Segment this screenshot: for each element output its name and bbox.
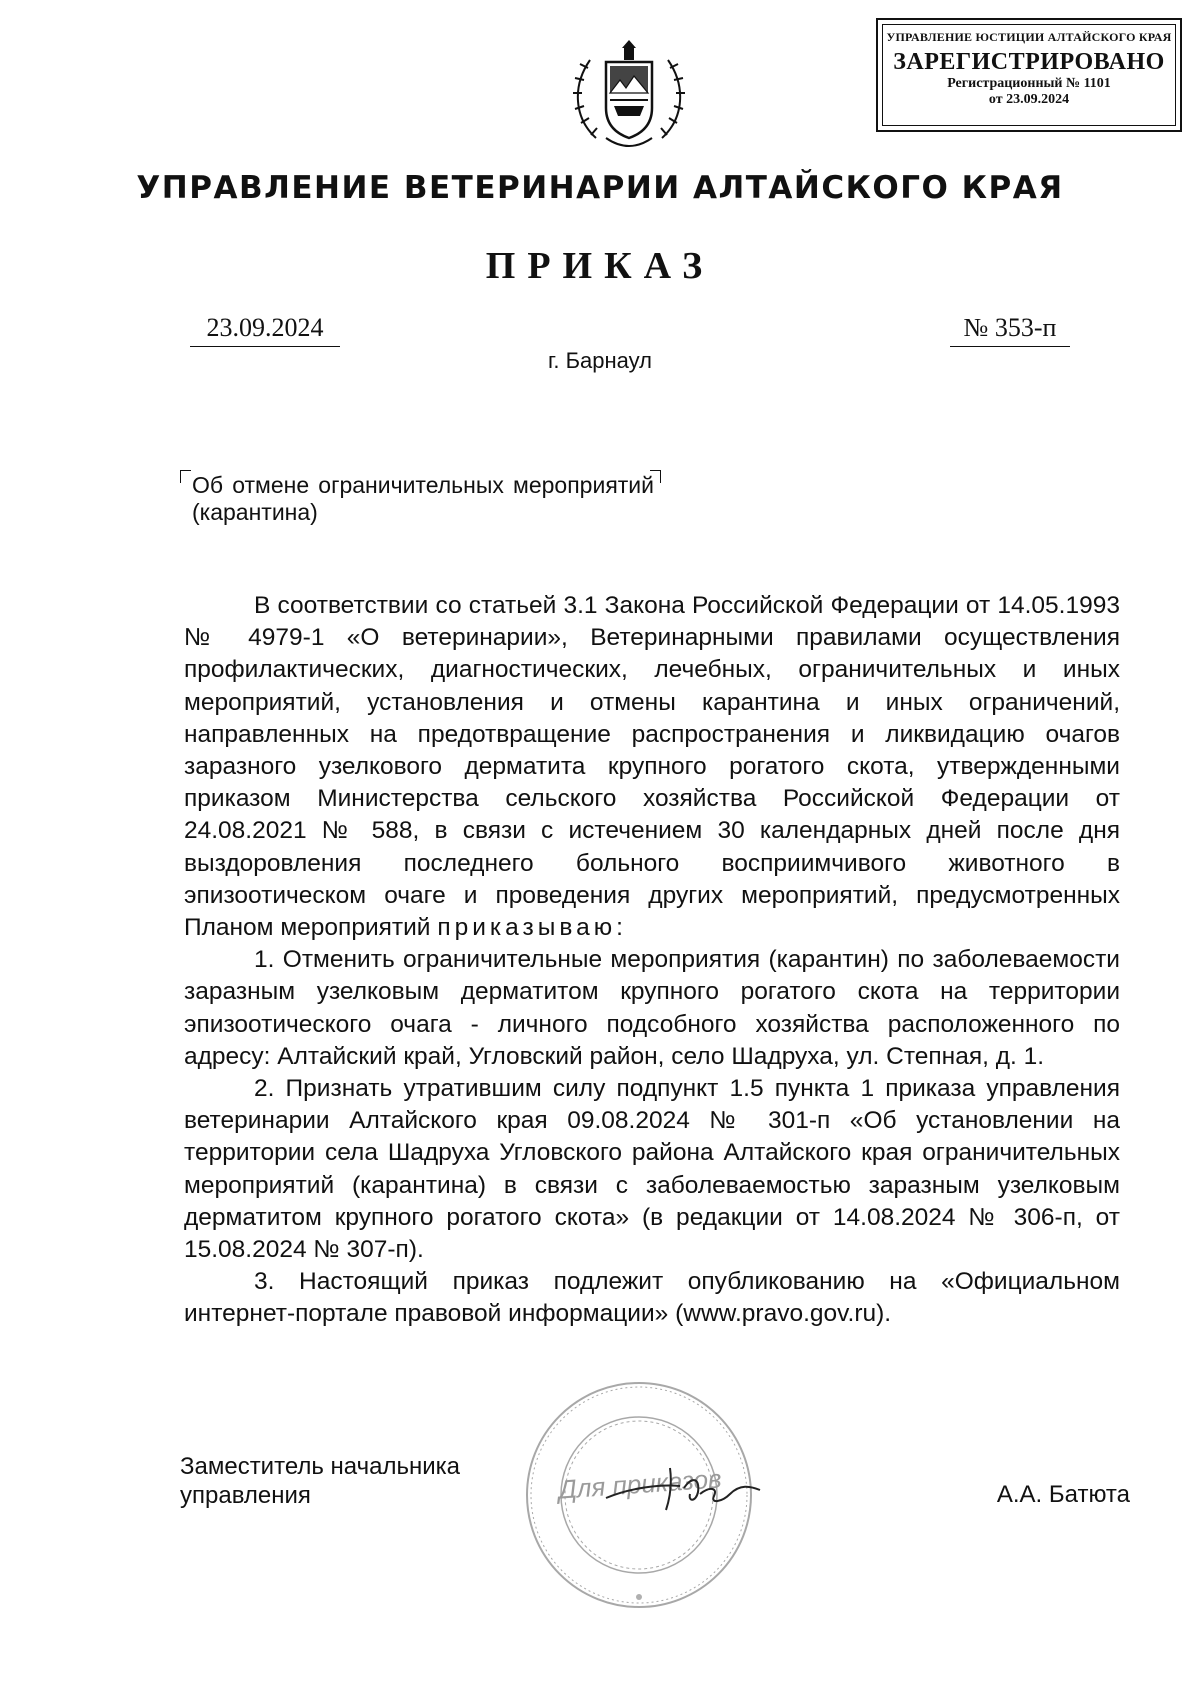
document-body bbox=[184, 590, 1120, 1331]
signer-name: А.А. Батюта bbox=[996, 1481, 1130, 1508]
signer-title: Заместитель начальника управления bbox=[180, 1453, 461, 1509]
document-subject: Об отмене ограничительных мероприятий (карантина) bbox=[192, 472, 654, 525]
document-date: 23.09.2024 bbox=[190, 313, 340, 347]
handwritten-signature bbox=[600, 1458, 770, 1528]
registration-office: УПРАВЛЕНИЕ ЮСТИЦИИ АЛТАЙСКОГО КРАЯ bbox=[886, 30, 1172, 44]
subject-bracket-left bbox=[180, 470, 191, 483]
seal-note: Для приказов bbox=[557, 1463, 723, 1505]
order-item: 2. Признать утратившим силу подпункт 1.5 пункта 1 приказа управления ветеринарии Алтайского края 09.08.2024 № 301-п «Об установлении на территории села Шадруха Угловского района Алтайского края ограничительных мероприятий (карантина) в связи с заболеваемостью заразным узелковым дерматитом крупного рогатого скота» (в редакции от 14.08.2024 № 306-п, от 15.08.2024 № 307-п). bbox=[184, 1075, 1120, 1264]
order-word: приказываю: bbox=[437, 914, 627, 942]
registration-status: ЗАРЕГИСТРИРОВАНО bbox=[893, 49, 1165, 75]
registration-stamp bbox=[876, 18, 1182, 132]
registration-date: от 23.09.2024 bbox=[988, 92, 1070, 107]
preamble-paragraph bbox=[184, 590, 1120, 944]
order-item: 1. Отменить ограничительные мероприятия (карантин) по заболеваемости заразным узелковым дерматитом крупного рогатого скота на территории эпизоотического очага - личного подсобного хозяйства расположенного по адресу: Алтайский край, Угловский район, село Шадруха, ул. Степная, д. 1. bbox=[184, 946, 1120, 1070]
document-number: № 353-п bbox=[950, 313, 1070, 347]
registration-number: Регистрационный № 1101 bbox=[947, 76, 1111, 91]
order-item: 3. Настоящий приказ подлежит опубликованию на «Официальном интернет-портале правовой информации» (www.pravo.gov.ru). bbox=[184, 1268, 1120, 1328]
document-city: г. Барнаул bbox=[548, 348, 652, 373]
agency-name: УПРАВЛЕНИЕ ВЕТЕРИНАРИИ АЛТАЙСКОГО КРАЯ bbox=[136, 170, 1064, 206]
coat-of-arms-icon bbox=[566, 38, 692, 156]
document-type: ПРИКАЗ bbox=[485, 245, 715, 287]
preamble-text: В соответствии со статьей 3.1 Закона Российской Федерации от 14.05.1993 № 4979-1 «О ветеринарии», Ветеринарными правилами осуществления профилактических, диагностических, лечебных, ограничительных и иных мероприятий, установления и отмены карантина и иных ограничений, направленных на предотвращение распространения и ликвидацию очагов заразного узелкового дерматита крупного рогатого скота, утвержденными приказом Министерства сельского хозяйства Российской Федерации от 24.08.2021 № 588, в связи с истечением 30 календарных дней после дня выздоровления последнего больного восприимчивого животного в эпизоотическом очаге и проведения других мероприятий, предусмотренных Планом мероприятий bbox=[184, 592, 1120, 942]
